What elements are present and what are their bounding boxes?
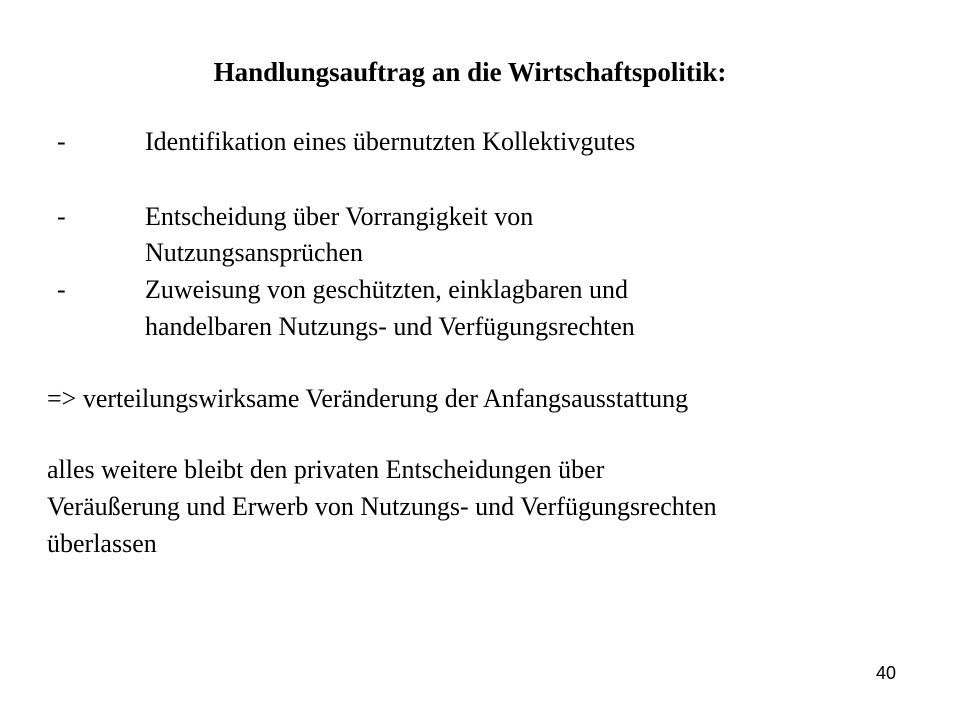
- bullet-marker-3: -: [57, 275, 66, 304]
- page-number: 40: [876, 663, 897, 683]
- conclusion-text: => verteilungswirksame Veränderung der Anfangsausstattung: [47, 384, 689, 413]
- bullet-1-line-1: Identifikation eines übernutzten Kollektivgutes: [145, 127, 636, 156]
- closing-line-3: überlassen: [47, 529, 157, 558]
- bullet-2-line-2: Nutzungsansprüchen: [145, 238, 364, 267]
- closing-line-1: alles weitere bleibt den privaten Entscheidungen über: [47, 455, 605, 484]
- bullet-3-line-1: Zuweisung von geschützten, einklagbaren und: [145, 275, 629, 304]
- slide-title: Handlungsauftrag an die Wirtschaftspolitik:: [213, 57, 727, 87]
- bullet-3-line-2: handelbaren Nutzungs- und Verfügungsrechten: [145, 312, 635, 341]
- bullet-2-line-1: Entscheidung über Vorrangigkeit von: [145, 202, 534, 231]
- bullet-marker-2: -: [57, 202, 66, 231]
- bullet-marker-1: -: [57, 127, 66, 156]
- closing-line-2: Veräußerung und Erwerb von Nutzungs- und Verfügungsrechten: [47, 492, 717, 521]
